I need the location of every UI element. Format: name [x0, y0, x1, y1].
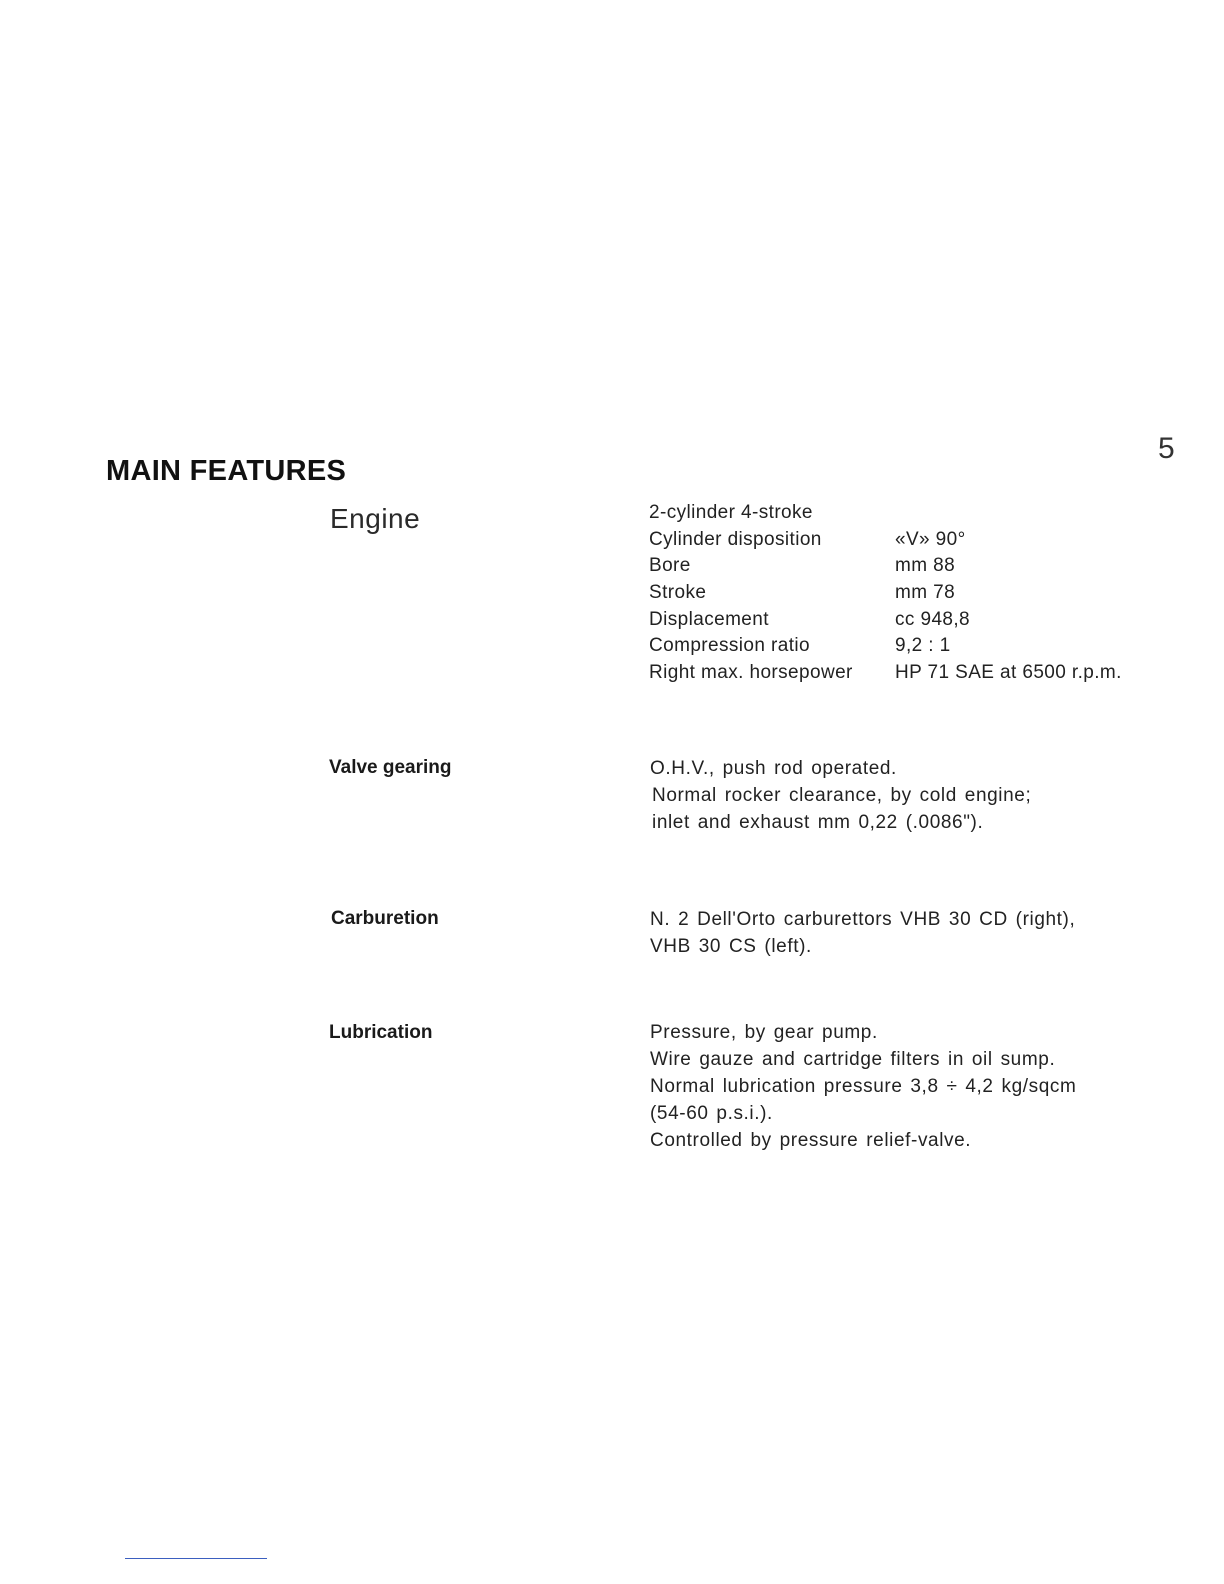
- text-line: Controlled by pressure relief-valve.: [650, 1130, 972, 1151]
- valve-gearing-text: [650, 755, 1031, 836]
- spec-value: HP 71 SAE at 6500 r.p.m.: [895, 662, 1122, 684]
- spec-label: Displacement: [649, 608, 769, 630]
- spec-label: Bore: [649, 555, 691, 577]
- spec-value: mm 78: [895, 582, 956, 604]
- text-line: inlet and exhaust mm 0,22 (.0086").: [652, 812, 984, 833]
- carburetion-heading: Carburetion: [331, 908, 439, 929]
- engine-heading: Engine: [330, 503, 421, 534]
- text-line: N. 2 Dell'Orto carburettors VHB 30 CD (right),: [650, 909, 1076, 930]
- valve-gearing-heading: Valve gearing: [329, 757, 452, 778]
- engine-intro: 2-cylinder 4-stroke: [649, 502, 813, 523]
- text-line: Wire gauze and cartridge filters in oil sump.: [650, 1049, 1056, 1070]
- spec-label: Stroke: [649, 582, 707, 604]
- lubrication-text: [650, 1019, 1076, 1154]
- footer-divider: [125, 1558, 267, 1559]
- lubrication-heading: Lubrication: [329, 1022, 433, 1043]
- text-line: VHB 30 CS (left).: [650, 936, 812, 957]
- spec-label: Cylinder disposition: [649, 528, 822, 550]
- page-number: 5: [1158, 432, 1175, 465]
- text-line: (54-60 p.s.i.).: [650, 1103, 773, 1124]
- text-line: O.H.V., push rod operated.: [650, 758, 897, 779]
- text-line: Pressure, by gear pump.: [650, 1022, 878, 1043]
- carburetion-text: [650, 906, 1075, 960]
- spec-value: cc 948,8: [895, 608, 971, 630]
- text-line: Normal rocker clearance, by cold engine;: [652, 785, 1032, 806]
- spec-value: 9,2 : 1: [895, 635, 951, 657]
- spec-value: «V» 90°: [895, 528, 966, 550]
- page-title: MAIN FEATURES: [106, 455, 347, 488]
- spec-label: Right max. horsepower: [649, 662, 853, 684]
- spec-value: mm 88: [895, 555, 956, 577]
- text-line: Normal lubrication pressure 3,8 ÷ 4,2 kg/sqcm: [650, 1076, 1077, 1097]
- spec-label: Compression ratio: [649, 635, 810, 657]
